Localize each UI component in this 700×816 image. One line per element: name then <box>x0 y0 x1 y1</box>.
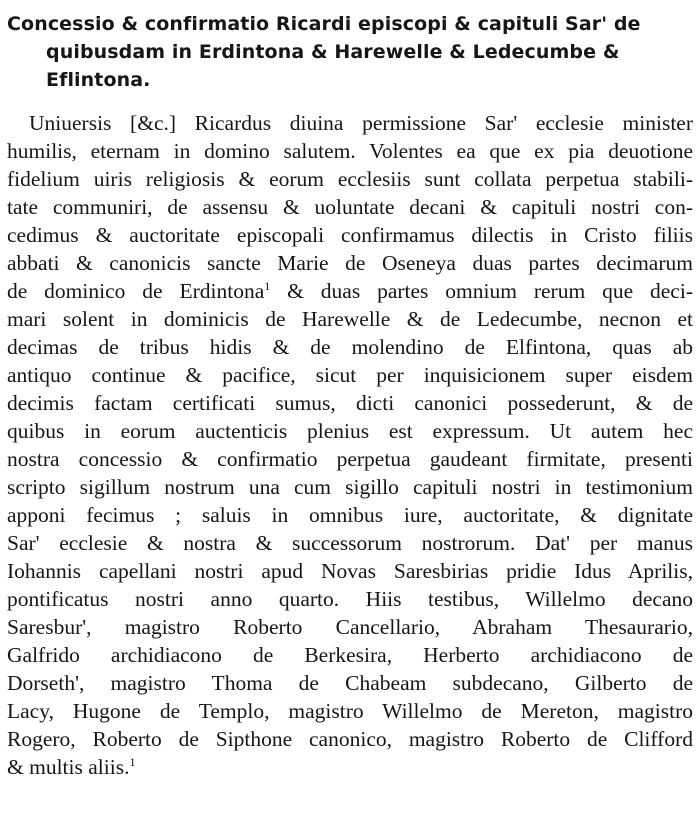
text-line: cedimus & auctoritate episcopali confirmamus dilectis in Cristo filiis <box>7 223 693 247</box>
text-line <box>7 277 693 305</box>
text-line: decimis factam certificati sumus, dicti canonici possederunt, & de <box>7 391 693 415</box>
text-line: decimas de tribus hidis & de molendino de Elfintona, quas ab <box>7 335 693 359</box>
text-segment: & duas partes omnium rerum que deci- <box>287 279 693 303</box>
text-line: Sar' ecclesie & nostra & successorum nostrorum. Dat' per manus <box>7 531 693 555</box>
text-line: Lacy, Hugone de Templo, magistro Willelmo de Mereton, magistro <box>7 699 693 723</box>
text-line: fidelium uiris religiosis & eorum ecclesiis sunt collata perpetua stabili- <box>7 167 693 191</box>
text-line: scripto sigillum nostrum una cum sigillo capituli nostri in testimonium <box>7 475 693 499</box>
text-line: Saresbur', magistro Roberto Cancellario, Abraham Thesaurario, <box>7 615 693 639</box>
text-line: abbati & canonicis sancte Marie de Oseneya duas partes decimarum <box>7 251 693 275</box>
heading-line: Eflintona. <box>46 69 151 91</box>
text-line: Rogero, Roberto de Sipthone canonico, magistro Roberto de Clifford <box>7 727 693 751</box>
text-line: quibus in eorum auctenticis plenius est expressum. Ut autem hec <box>7 419 693 443</box>
text-line: humilis, eternam in domino salutem. Volentes ea que ex pia deuotione <box>7 139 693 163</box>
text-segment: & multis aliis. <box>7 755 130 779</box>
text-line: tate communiri, de assensu & uoluntate decani & capituli nostri con- <box>7 195 693 219</box>
text-line: apponi fecimus ; saluis in omnibus iure, auctoritate, & dignitate <box>7 503 693 527</box>
text-line: Uniuersis [&c.] Ricardus diuina permissione Sar' ecclesie minister <box>29 111 693 135</box>
text-segment: de dominico de Erdintona <box>7 279 265 303</box>
text-line: Iohannis capellani nostri apud Novas Saresbirias pridie Idus Aprilis, <box>7 559 693 583</box>
footnote-marker: 1 <box>264 278 271 293</box>
heading-line: quibusdam in Erdintona & Harewelle & Ledecumbe & <box>46 41 620 63</box>
footnote-marker: 1 <box>129 754 136 769</box>
text-line: mari solent in dominicis de Harewelle & de Ledecumbe, necnon et <box>7 307 693 331</box>
text-line: nostra concessio & confirmatio perpetua gaudeant firmitate, presenti <box>7 447 693 471</box>
text-line: Dorseth', magistro Thoma de Chabeam subdecano, Gilberto de <box>7 671 693 695</box>
text-line: pontificatus nostri anno quarto. Hiis testibus, Willelmo decano <box>7 587 693 611</box>
text-line <box>7 753 693 781</box>
text-line: antiquo continue & pacifice, sicut per inquisicionem super eisdem <box>7 363 693 387</box>
text-line: Galfrido archidiacono de Berkesira, Herberto archidiacono de <box>7 643 693 667</box>
heading-line: Concessio & confirmatio Ricardi episcopi & capituli Sar' de <box>7 13 641 35</box>
